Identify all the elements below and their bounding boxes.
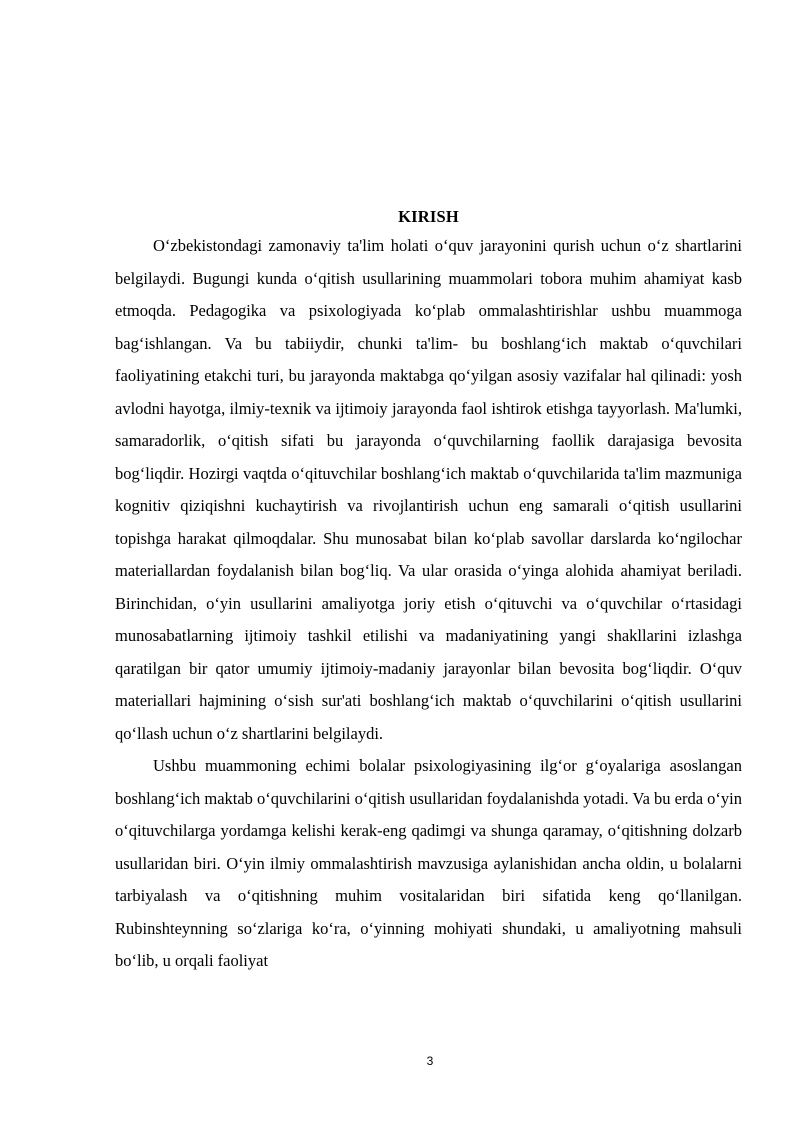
body-paragraph-1: O‘zbekistondagi zamonaviy ta'lim holati o‘quv jarayonini qurish uchun o‘z shartlarini belgilaydi. Bugungi kunda o‘qitish usullarining muammolari tobora muhim ahamiyat kasb etmoqda. Pedagogika va psixologiyada ko‘plab ommalashtirishlar ushbu muammoga bag‘ishlangan. Va bu tabiiydir, chunki ta'lim- bu boshlang‘ich maktab o‘quvchilari faoliyatining etakchi turi, bu jarayonda maktabga qo‘yilgan asosiy vazifalar hal qilinadi: yosh avlodni hayotga, ilmiy-texnik va ijtimoiy jarayonda faol ishtirok etishga tayyorlash. Ma'lumki, samaradorlik, o‘qitish sifati bu jarayonda o‘quvchilarning faollik darajasiga bevosita bog‘liqdir. Hozirgi vaqtda o‘qituvchilar boshlang‘ich maktab o‘quvchilarida ta'lim mazmuniga kognitiv qiziqishni kuchaytirish va rivojlantirish uchun eng samarali o‘qitish usullarini topishga harakat qilmoqdalar. Shu munosabat bilan ko‘plab savollar darslarda ko‘ngilochar materiallardan foydalanish bilan bog‘liq. Va ular orasida o‘yinga alohida ahamiyat beriladi. Birinchidan, o‘yin usullarini amaliyotga joriy etish o‘qituvchi va o‘quvchilar o‘rtasidagi munosabatlarning ijtimoiy tashkil etilishi va madaniyatining yangi shakllarini izlashga qaratilgan bir qator umumiy ijtimoiy-madaniy jarayonlar bilan bevosita bog‘liqdir. O‘quv materiallari hajmining o‘sish sur'ati boshlang‘ich maktab o‘quvchilarini o‘qitish usullarini qo‘llash uchun o‘z shartlarini belgilaydi. [115,236,742,743]
page-number: 3 [426,1054,434,1068]
section-heading: KIRISH [398,207,459,226]
body-paragraph-2: Ushbu muammoning echimi bolalar psixologiyasining ilg‘or g‘oyalariga asoslangan boshlang‘ich maktab o‘quvchilarini o‘qitish usullaridan foydalanishda yotadi. Va bu erda o‘yin o‘qituvchilarga yordamga kelishi kerak-eng qadimgi va shunga qaramay, o‘qitishning dolzarb usullaridan biri. O‘yin ilmiy ommalashtirish mavzusiga aylanishidan ancha oldin, u bolalarni tarbiyalash va o‘qitishning muhim vositalaridan biri sifatida keng qo‘llanilgan. Rubinshteynning so‘zlariga ko‘ra, o‘yinning mohiyati shundaki, u amaliyotning mahsuli bo‘lib, u orqali faoliyat [115,756,743,970]
document-page [115,204,742,978]
